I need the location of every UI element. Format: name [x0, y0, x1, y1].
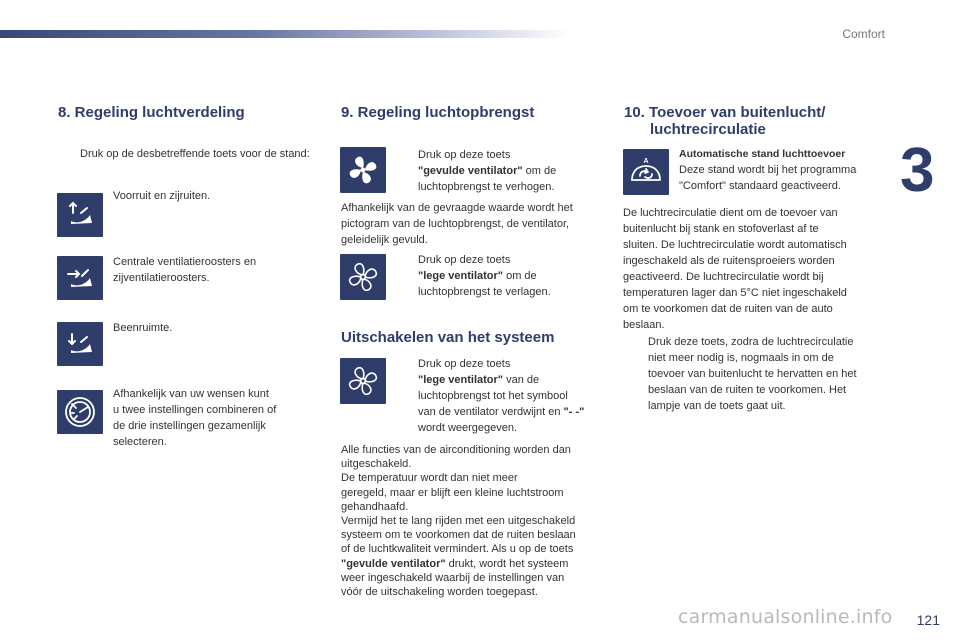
off-line-2 [418, 372, 539, 388]
item-windscreen-label: Voorruit en zijruiten. [113, 190, 211, 202]
item-vents-label-1: Centrale ventilatieroosters en [113, 256, 257, 268]
off-note-bold: "gevulde ventilator" [341, 557, 446, 570]
fan-down-line-3: luchtopbrengst te verlagen. [418, 286, 551, 298]
off-note-line: weer ingeschakeld waarbij de instellingen van [341, 571, 565, 584]
recirc-line: sluiten. De luchtrecirculatie wordt automatisch [623, 239, 847, 251]
off-line-1: Druk op deze toets [418, 358, 511, 370]
item-feet-label: Beenruimte. [113, 322, 173, 334]
air-recirculation-icon[interactable] [623, 149, 669, 195]
empty-fan-icon[interactable] [340, 254, 386, 300]
off-note-line: Vermijd het te lang rijden met een uitgeschakeld [341, 515, 576, 528]
off-line-3: luchtopbrengst tot het symbool [418, 390, 568, 402]
recirc-instruction-line: beslaan van de ruiten te voorkomen. Het [648, 384, 847, 396]
fan-mid-line-1: Afhankelijk van de gevraagde waarde wordt het [341, 202, 573, 214]
item-combine-line-2: u twee instellingen combineren of [113, 404, 277, 416]
section-9-title: 9. Regeling luchtopbrengst [341, 104, 535, 121]
recirc-line: De luchtrecirculatie dient om de toevoer van [623, 207, 838, 219]
off-note-line: De temperatuur wordt dan niet meer [341, 472, 518, 485]
chapter-number: 3 [900, 136, 935, 205]
fan-down-rest: om de [503, 270, 537, 282]
svg-text:A: A [643, 158, 649, 165]
off-note-block [341, 443, 576, 599]
filled-fan-icon[interactable] [340, 147, 386, 193]
recirc-instruction-line: niet meer nodig is, nogmaals in om de [648, 352, 834, 364]
off-note-line: geregeld, maar er blijft een kleine luchtstroom [341, 486, 564, 499]
auto-mode-line-2: "Comfort" standaard geactiveerd. [679, 180, 841, 192]
recirc-instruction-line: Druk deze toets, zodra de luchtrecirculatie [648, 336, 854, 348]
off-line-4-symbol: "- -" [563, 406, 585, 418]
fan-up-rest: om de [522, 165, 557, 177]
fan-mid-line-3: geleidelijk gevuld. [341, 234, 428, 246]
section-10-title-1: 10. Toevoer van buitenlucht/ [624, 104, 826, 121]
auto-mode-bold: Automatische stand luchttoevoer [679, 148, 846, 160]
header-gradient-bar [0, 30, 570, 38]
auto-mode-line-1: Deze stand wordt bij het programma [679, 164, 857, 176]
fan-mid-line-2: pictogram van de luchtopbrengst, de ventilator, [341, 218, 570, 230]
recirc-line: buitenlucht bij stank en stofoverlast af te [623, 223, 819, 235]
item-combine-line-4: selecteren. [113, 436, 167, 448]
off-line-4-text: van de ventilator verdwijnt en [418, 406, 564, 418]
fan-up-line-2 [418, 163, 556, 179]
windscreen-airflow-icon[interactable] [57, 193, 103, 237]
system-off-title: Uitschakelen van het systeem [341, 329, 555, 346]
recirc-line: ingeschakeld als de ruitensproeiers worden [623, 255, 835, 267]
air-distribution-dial-icon[interactable] [57, 390, 103, 434]
section-10-title-2: luchtrecirculatie [650, 121, 766, 138]
fan-down-bold: "lege ventilator" [418, 270, 504, 282]
footwell-airflow-icon[interactable] [57, 322, 103, 366]
fan-up-line-1: Druk op deze toets [418, 149, 511, 161]
item-vents-label-2: zijventilatieroosters. [113, 272, 210, 284]
fan-up-bold: "gevulde ventilator" [418, 165, 523, 177]
section-title: Comfort [842, 27, 885, 41]
recirc-instruction-line: toevoer van buitenlucht te hervatten en het [648, 368, 857, 380]
item-combine-line-1: Afhankelijk van uw wensen kunt [113, 388, 269, 400]
off-line-5: wordt weergegeven. [418, 422, 518, 434]
off-bold: "lege ventilator" [418, 374, 504, 386]
off-note-line: Alle functies van de airconditioning worden dan [341, 444, 571, 456]
off-note-line: vóór de uitschakeling worden toegepast. [341, 586, 538, 599]
recirc-instruction [648, 334, 857, 414]
empty-fan-icon[interactable] [340, 358, 386, 404]
off-note-line: uitgeschakeld. [341, 458, 412, 471]
off-note-line [341, 557, 576, 571]
central-vents-icon[interactable] [57, 256, 103, 300]
off-note-line: systeem om te voorkomen dat de ruiten beslaan [341, 529, 576, 542]
fan-down-line-1: Druk op deze toets [418, 254, 511, 266]
recirc-paragraph [623, 205, 847, 333]
recirc-instruction-line: lampje van de toets gaat uit. [648, 400, 786, 412]
item-combine-line-3: de drie instellingen gezamenlijk [113, 420, 266, 432]
recirc-line: beslaan. [623, 319, 665, 331]
off-rest: van de [503, 374, 540, 386]
off-line-4 [418, 404, 584, 420]
recirc-line: geactiveerd. De luchtrecirculatie wordt bij [623, 271, 824, 283]
fan-down-line-2 [418, 268, 537, 284]
watermark: carmanualsonline.info [678, 606, 893, 628]
off-note-after-bold: drukt, wordt het systeem [445, 557, 569, 570]
off-note-line: gehandhaafd. [341, 500, 409, 513]
auto-mode-title [679, 146, 845, 162]
off-note-line: of de luchtkwaliteit vermindert. Als u op de toets [341, 543, 574, 556]
recirc-line: temperaturen lager dan 5°C niet ingeschakeld [623, 287, 847, 299]
recirc-line: om te voorkomen dat de ruiten van de auto [623, 303, 833, 315]
page-number: 121 [916, 612, 940, 628]
section-8-title: 8. Regeling luchtverdeling [58, 104, 245, 121]
fan-up-line-3: luchtopbrengst te verhogen. [418, 181, 555, 193]
col1-intro: Druk op de desbetreffende toets voor de stand: [80, 148, 310, 160]
